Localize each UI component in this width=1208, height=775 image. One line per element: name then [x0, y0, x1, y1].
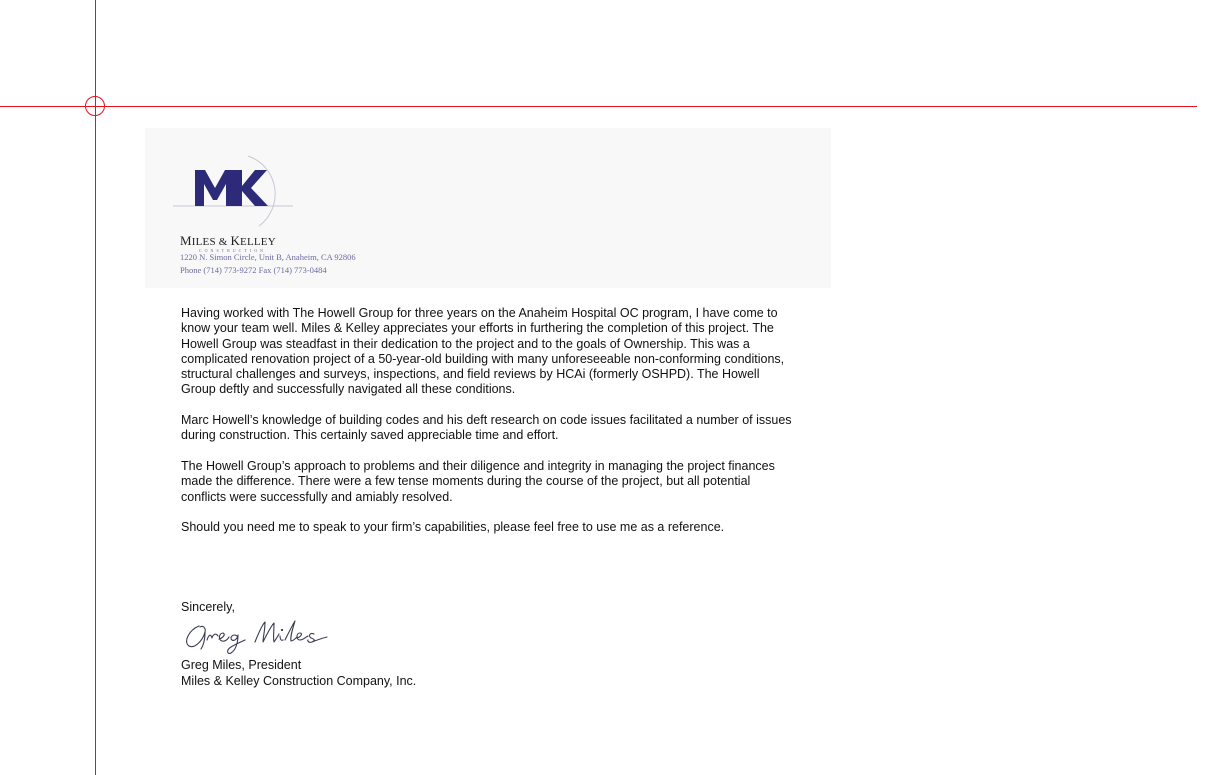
handwritten-signature	[181, 612, 351, 657]
body-paragraph: Should you need me to speak to your firm’s capabilities, please feel free to use me as a reference.	[181, 520, 725, 535]
company-phone-fax: Phone (714) 773-9272 Fax (714) 773-0484	[180, 265, 327, 275]
letterhead	[145, 128, 831, 288]
body-paragraph: The Howell Group’s approach to problems and their diligence and integrity in managing the project finances made the difference. There were a few tense moments during the course of the project, but all potential conflicts were successfully and amiably resolved.	[181, 458, 775, 504]
body-paragraph: Marc Howell’s knowledge of building codes and his deft research on code issues facilitated a number of issues during construction. This certainly saved appreciable time and effort.	[181, 413, 792, 443]
crop-guide-horizontal	[0, 106, 1197, 107]
construction-tagline: CONSTRUCTION	[199, 248, 266, 253]
closing-salutation: Sincerely,	[181, 600, 235, 614]
company-logo	[173, 150, 303, 240]
letter-body	[181, 306, 793, 551]
signer-name-title: Greg Miles, President	[181, 658, 302, 672]
body-paragraph: Having worked with The Howell Group for three years on the Anaheim Hospital OC program, I have come to know your team well. Miles & Kelley appreciates your efforts in furthering the completion of this project. The Howell Group was steadfast in their dedication to the project and to the goals of Ownership. This was a complicated renovation project of a 50-year-old building with many unforeseeable non-conforming conditions, structural challenges and surveys, inspections, and field reviews by HCAi (formerly OSHPD). The Howell Group deftly and successfully navigated all these conditions.	[181, 306, 785, 397]
crop-guide-vertical	[95, 0, 96, 775]
company-name: MILES & KELLEY	[180, 233, 276, 248]
logo-letter-k	[233, 170, 268, 206]
registration-mark	[85, 96, 105, 116]
signer-company: Miles & Kelley Construction Company, Inc.	[181, 674, 417, 688]
logo-letter-m	[195, 170, 235, 206]
company-address: 1220 N. Simon Circle, Unit B, Anaheim, CA 92806	[180, 252, 356, 262]
